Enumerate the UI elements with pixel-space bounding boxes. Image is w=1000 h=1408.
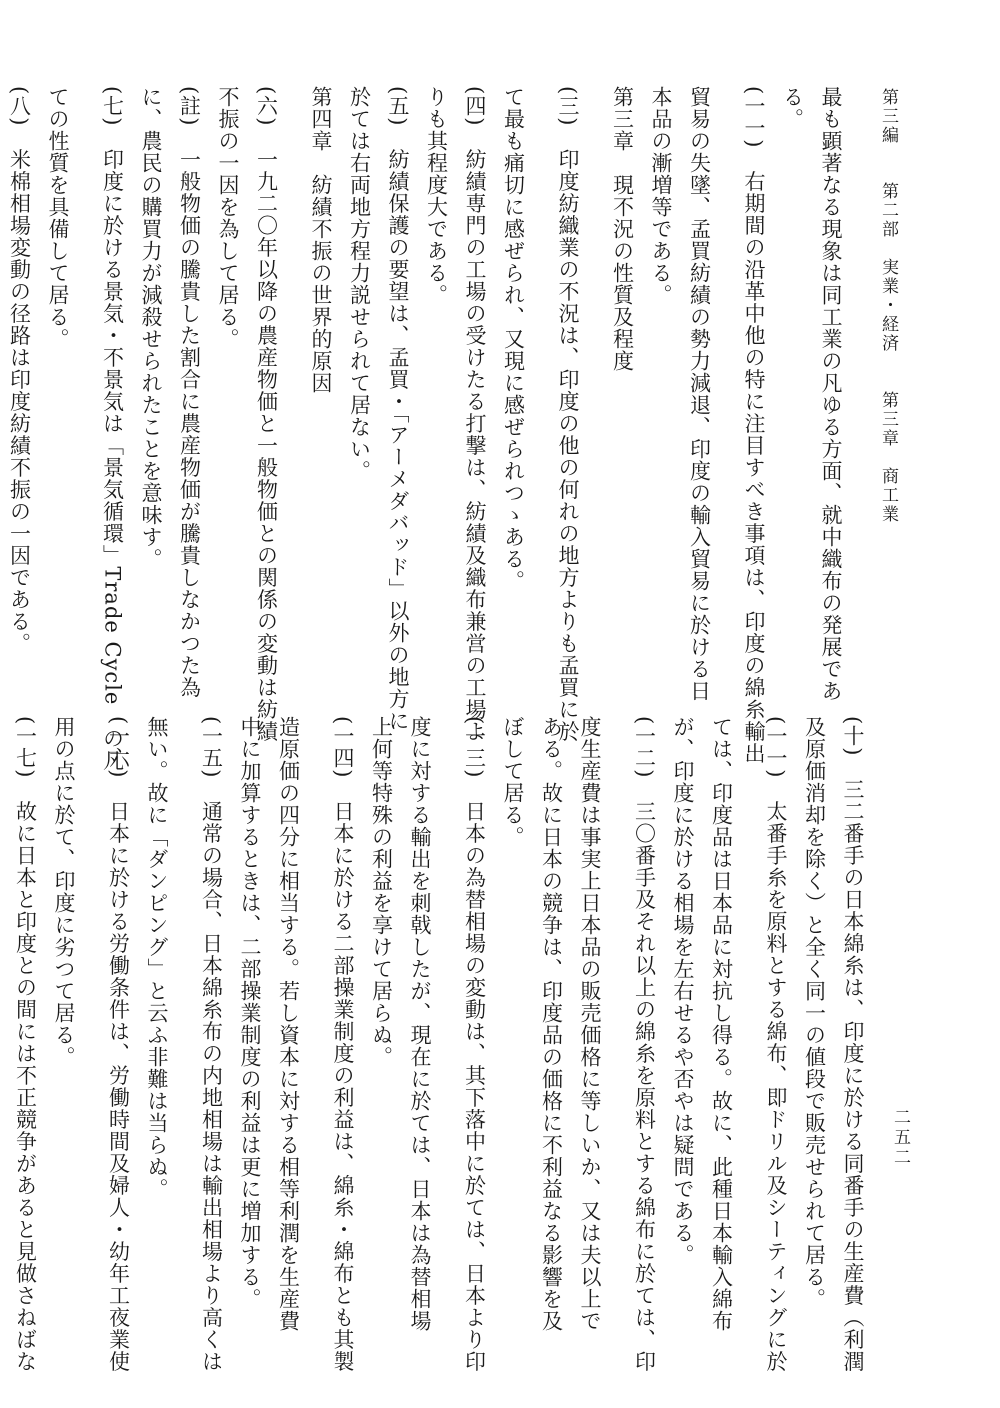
- text-line: ぼして居る。: [501, 716, 525, 848]
- text-line: 最も顕著なる現象は同工業の凡ゆる方面、就中織布の発展であ: [819, 86, 843, 702]
- page-number: 二五二: [890, 1108, 910, 1168]
- text-line: 及原価消却を除く）と全く同一の値段で販売せられて居る。: [802, 716, 827, 1310]
- header-part: 第三編: [878, 88, 898, 145]
- text-line: 中に加算するときは、二部操業制度の利益は更に増加する。: [238, 716, 262, 1310]
- text-line: 貿易の失墜、孟買紡績の勢力減退、印度の輸入貿易に於ける日: [687, 86, 712, 702]
- text-line: りも其程度大である。: [424, 86, 449, 306]
- text-line: (八) 米棉相場変動の径路は印度紡績不振の一因である。: [7, 86, 32, 655]
- text-line: 上何等特殊の利益を享けて居らぬ。: [369, 716, 394, 1068]
- text-line: (一六) 日本に於ける労働条件は、労働時間及婦人・幼年工夜業使: [106, 716, 131, 1373]
- text-line: 本品の漸増等である。: [649, 86, 673, 306]
- chapter-heading: 第三章 現不況の性質及程度: [610, 86, 635, 372]
- text-line: (一七) 故に日本と印度との間には不正競争があると見做さねばな: [13, 716, 38, 1373]
- text-line: (四) 紡績専門の工場の受けたる打撃は、紡績及織布兼営の工場よ: [463, 86, 487, 743]
- note-line: (註) 一般物価の騰貴した割合に農産物価が騰貴しなかつた為: [177, 86, 202, 699]
- text-line: (一一) 右期間の沿革中他の特に注目すべき事項は、印度の綿糸輸出: [742, 86, 766, 765]
- text-line: て最も痛切に感ぜられ、又現に感ぜられつゝある。: [501, 86, 526, 592]
- text-line: (一三) 日本の為替相場の変動は、其下落中に於ては、日本より印: [462, 716, 487, 1373]
- header-chapter: 第三章 商工業: [878, 390, 898, 524]
- text-line: (五) 紡績保護の要望は、孟買・「アーメダバッド」以外の地方に: [386, 86, 410, 732]
- text-line: 度に対する輸出を刺戟したが、現在に於ては、日本は為替相場: [408, 716, 432, 1332]
- text-line: (一一) 太番手糸を原料とする綿布、即ドリル及シーティングに於: [764, 716, 788, 1373]
- text-line: (十) 三二番手の日本綿糸は、印度に於ける同番手の生産費（利潤: [841, 716, 865, 1373]
- text-line: (一五) 通常の場合、日本綿糸布の内地相場は輸出相場より高くは: [199, 716, 224, 1373]
- text-line: 不振の一因を為して居る。: [216, 86, 240, 350]
- text-line: (三) 印度紡織業の不況は、印度の他の何れの地方よりも孟買に於: [556, 86, 580, 743]
- text-line: (七) 印度に於ける景気・不景気は「景気循環」Trade Cycle の凡: [100, 86, 125, 772]
- chapter-heading: 第四章 紡績不振の世界的原因: [309, 86, 333, 394]
- running-header: [876, 88, 900, 524]
- text-line: (一四) 日本に於ける二部操業制度の利益は、綿糸・綿布とも其製: [331, 716, 355, 1373]
- header-section: 第二部 実業・経済: [878, 182, 898, 354]
- text-line: 於ては右両地方程力説せられて居ない。: [347, 86, 372, 482]
- text-line: ては、印度品は日本品に対抗し得る。故に、此種日本輸入綿布: [709, 716, 734, 1332]
- text-line: る。: [780, 86, 805, 130]
- text-line: (六) 一九二〇年以降の農産物価と一般物価との関係の変動は紡績: [254, 86, 279, 743]
- text-line: (一二) 三〇番手及それ以上の綿糸を原料とする綿布に於ては、印: [632, 716, 657, 1373]
- text-line: 無い。故に「ダンピング」と云ふ非難は当らぬ。: [145, 716, 169, 1200]
- text-line: ある。故に日本の競争は、印度品の価格に不利益なる影響を及: [539, 716, 564, 1332]
- text-line: が、印度に於ける相場を左右せるや否やは疑問である。: [671, 716, 695, 1266]
- text-line: ての性質を具備して居る。: [46, 86, 70, 350]
- top-text-block: [0, 86, 850, 772]
- bottom-text-block: [0, 716, 872, 1373]
- note-line: に、農民の購買力が減殺せられたことを意味す。: [139, 86, 163, 570]
- text-line: 用の点に於て、印度に劣つて居る。: [52, 716, 76, 1068]
- text-line: 度生産費は事実上日本品の販売価格に等しいか、又は夫以上で: [578, 716, 602, 1332]
- text-line: 造原価の四分に相当する。若し資本に対する相等利潤を生産費: [276, 716, 301, 1332]
